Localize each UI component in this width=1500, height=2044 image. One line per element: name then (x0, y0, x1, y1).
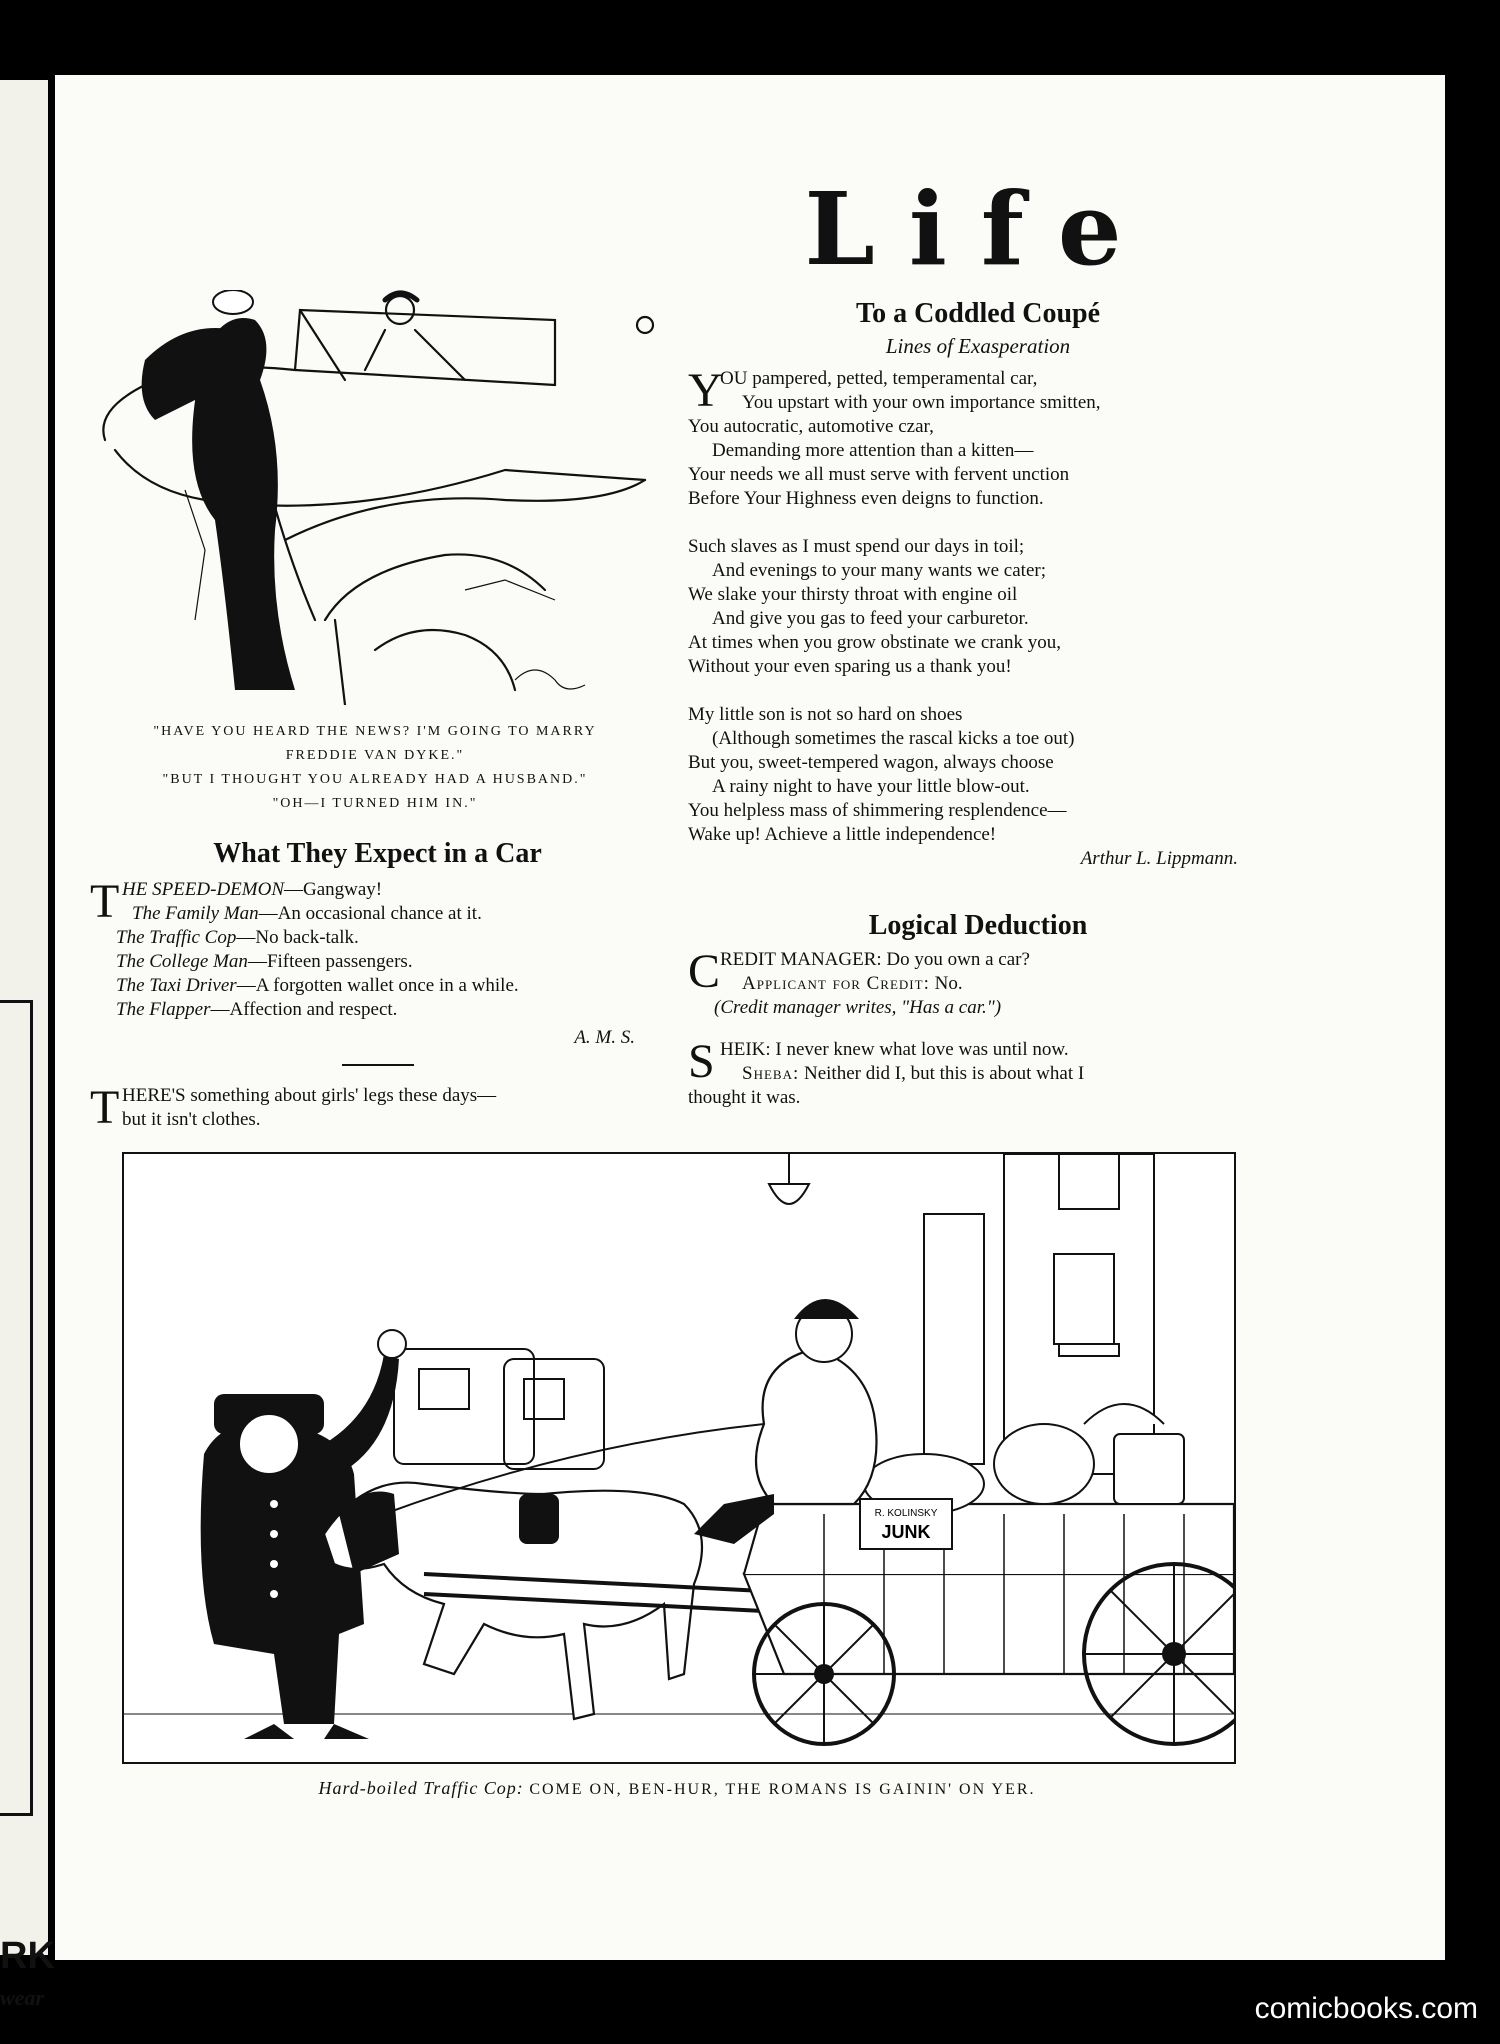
divider (342, 1064, 414, 1066)
expect-title: What They Expect in a Car (213, 838, 542, 869)
girls-line: HERE'S something about girls' legs these days— (122, 1085, 497, 1106)
poem-line: OU pampered, petted, temperamental car, (720, 368, 1038, 389)
poem-line: But you, sweet-tempered wagon, always choose (688, 752, 1054, 773)
role-text: —Fifteen passengers. (247, 951, 413, 972)
cartoon-caption (122, 1778, 1232, 1799)
caption-line: "OH—I TURNED HIM IN." (272, 796, 478, 811)
poem-subtitle: Lines of Exasperation (885, 334, 1071, 358)
poem-line: A rainy night to have your little blow-out. (712, 776, 1030, 797)
logical-article (688, 910, 1268, 1110)
poem-line: And evenings to your many wants we cater; (712, 560, 1046, 581)
logical-line: REDIT MANAGER: Do you own a car? (720, 949, 1030, 970)
poem-line: Wake up! Achieve a little independence! (688, 824, 997, 845)
caption-text: COME ON, BEN-HUR, THE ROMANS IS GAININ' ON YER. (529, 1781, 1036, 1798)
poem-line: And give you gas to feed your carburetor. (712, 608, 1029, 629)
caption-speaker: Hard-boiled Traffic Cop: (318, 1778, 524, 1798)
poem-line: (Although sometimes the rascal kicks a toe out) (712, 728, 1075, 749)
cartoon-caption (85, 720, 665, 816)
role-label: The Taxi Driver (116, 975, 237, 996)
wagon-sign-line: JUNK (881, 1522, 931, 1542)
dropcap: T (90, 1081, 120, 1134)
role-label: The College Man (116, 951, 248, 972)
logical-title: Logical Deduction (868, 910, 1088, 941)
logical-line: (Credit manager writes, "Has a car.") (714, 997, 1002, 1018)
caption-line: FREDDIE VAN DYKE." (285, 748, 465, 763)
poem-line: We slake your thirsty throat with engine oil (688, 584, 1018, 605)
poem-line: Without your even sparing us a thank you! (688, 656, 1012, 677)
poem-line: Your needs we all must serve with fervent unction (688, 464, 1070, 485)
poem-line: You upstart with your own importance smitten, (742, 392, 1101, 413)
car-couple-illustration (85, 290, 660, 705)
dropcap: C (688, 945, 721, 998)
poem-author: Arthur L. Lippmann. (1080, 848, 1238, 869)
sheik-line: HEIK: I never knew what love was until now. (720, 1039, 1069, 1060)
poem-line: Such slaves as I must spend our days in toil; (688, 536, 1025, 557)
role-text: —An occasional chance at it. (258, 903, 482, 924)
role-label: The Family Man (132, 903, 259, 924)
sheik-line: Neither did I, but this is about what I (799, 1063, 1085, 1084)
poem-line: At times when you grow obstinate we crank you, (688, 632, 1062, 653)
speaker-label: Applicant for Credit: (742, 973, 930, 994)
role-label: The Traffic Cop (116, 927, 237, 948)
girls-line: but it isn't clothes. (122, 1109, 261, 1130)
adjacent-page-text-2: wear (0, 1985, 44, 2010)
poem-title: To a Coddled Coupé (855, 298, 1101, 329)
wagon-sign-line: R. KOLINSKY (874, 1508, 938, 1519)
dropcap: T (90, 875, 120, 928)
role-label: The Flapper (116, 999, 211, 1020)
adjacent-page-strip (0, 80, 55, 2010)
watermark: comicbooks.com (1254, 1992, 1478, 2025)
role-text: —Affection and respect. (210, 999, 398, 1020)
role-text: —Gangway! (284, 879, 383, 900)
traffic-cop-wagon-illustration (122, 1152, 1236, 1764)
dropcap: S (688, 1035, 715, 1088)
speaker-label: Sheba: (742, 1063, 800, 1084)
caption-line: "BUT I THOUGHT YOU ALREADY HAD A HUSBAND." (162, 772, 588, 787)
logical-line: No. (929, 973, 963, 994)
expect-article (90, 838, 665, 1132)
signature: A. M. S. (574, 1027, 635, 1048)
role-text: —No back-talk. (236, 927, 359, 948)
masthead-title: Life (804, 170, 1156, 288)
adjacent-page-text: RK (0, 1935, 55, 1977)
adjacent-page-ad-box (0, 1000, 33, 1816)
role-text: —A forgotten wallet once in a while. (236, 975, 519, 996)
caption-line: "HAVE YOU HEARD THE NEWS? I'M GOING TO MARRY (153, 724, 597, 739)
poem-article (688, 298, 1268, 871)
poem-line: Demanding more attention than a kitten— (712, 440, 1034, 461)
poem-line: You helpless mass of shimmering resplendence— (688, 800, 1067, 821)
dropcap: Y (688, 364, 723, 417)
poem-line: Before Your Highness even deigns to function. (688, 488, 1044, 509)
role-label: HE SPEED-DEMON (122, 879, 284, 900)
poem-line: You autocratic, automotive czar, (688, 416, 934, 437)
poem-line: My little son is not so hard on shoes (688, 704, 963, 725)
sheik-line: thought it was. (688, 1087, 801, 1108)
